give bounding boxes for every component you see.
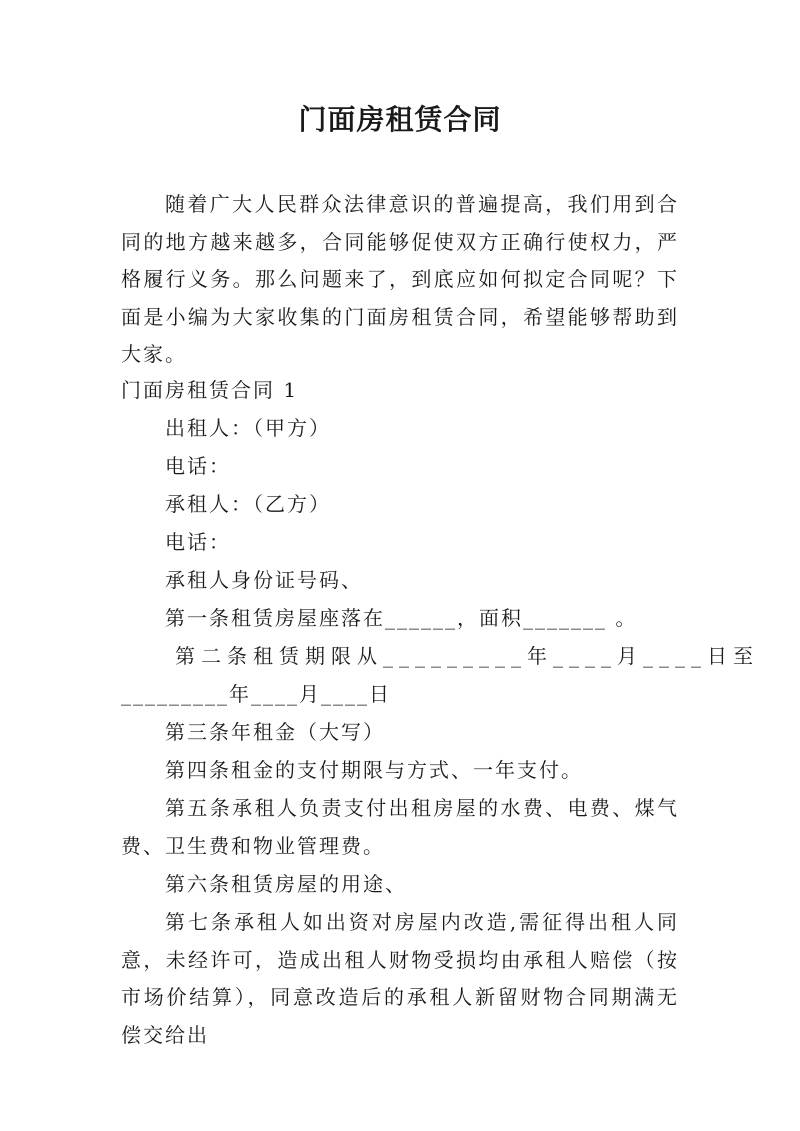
article-5: 第五条承租人负责支付出租房屋的水费、电费、煤气费、卫生费和物业管理费。 <box>121 796 679 858</box>
article-4: 第四条租金的支付期限与方式、一年支付。 <box>165 758 583 782</box>
article-1: 第一条租赁房屋座落在______，面积_______ 。 <box>165 606 638 630</box>
article-3: 第三条年租金（大写） <box>165 720 385 744</box>
article-2-line-2: _________年____月____日 <box>121 682 391 706</box>
article-7: 第七条承租人如出资对房屋内改造,需征得出租人同意，未经许可，造成出租人财物受损均由承租人赔偿（按市场价结算），同意改造后的承租人新留财物合同期满无偿交给出 <box>121 910 679 1047</box>
article-6: 第六条租赁房屋的用途、 <box>165 872 407 896</box>
intro-paragraph: 随着广大人民群众法律意识的普遍提高，我们用到合同的地方越来越多，合同能够促使双方正确行使权力，严格履行义务。那么问题来了，到底应如何拟定合同呢？下面是小编为大家收集的门面房租赁合同，希望能够帮助到大家。 <box>121 192 679 366</box>
section-heading: 门面房租赁合同 1 <box>121 378 299 402</box>
article-2-line-1: 第二条租赁期限从_________年____月____日至 <box>175 644 759 668</box>
lessee-line: 承租人：（乙方） <box>165 492 331 516</box>
lessee-phone-line: 电话： <box>165 530 231 554</box>
document-title: 门面房租赁合同 <box>298 103 502 136</box>
lessee-id-line: 承租人身份证号码、 <box>165 568 363 592</box>
lessor-line: 出租人：（甲方） <box>165 416 331 440</box>
lessor-phone-line: 电话： <box>165 454 231 478</box>
